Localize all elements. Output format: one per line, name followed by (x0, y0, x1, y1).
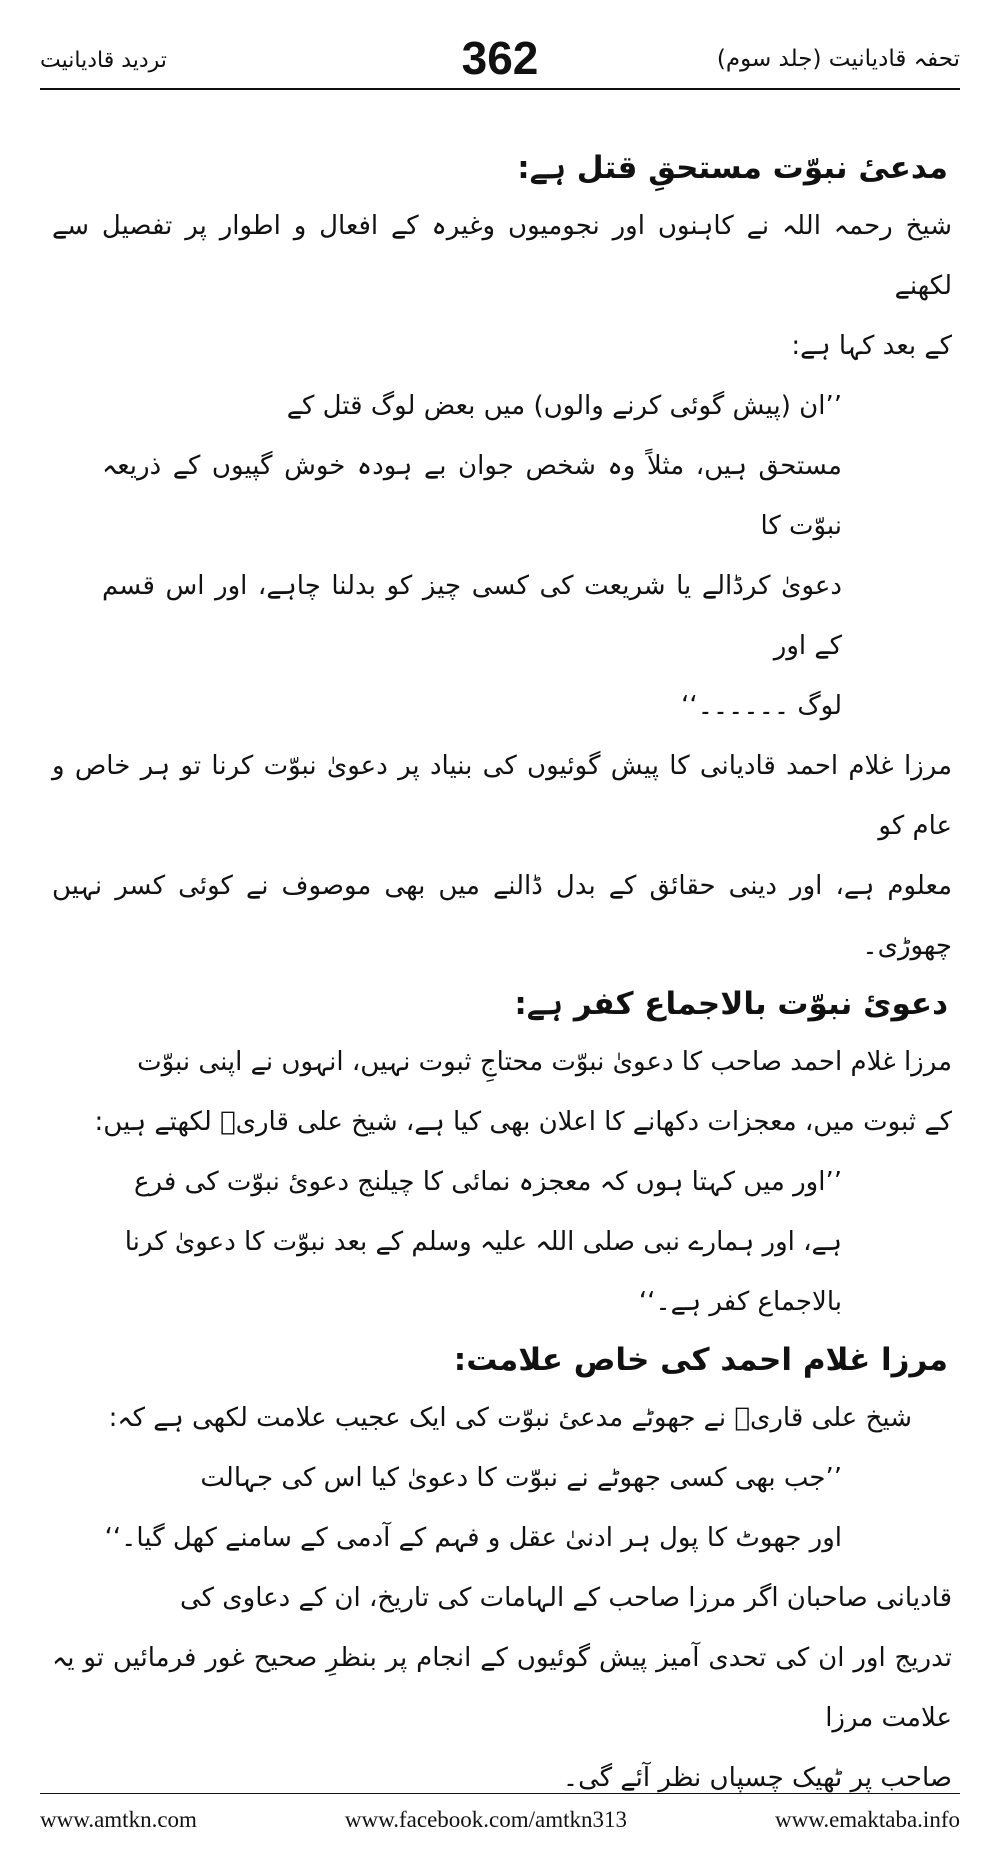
paragraph-line: معلوم ہے، اور دینی حقائق کے بدل ڈالنے میں بھی موصوف نے کوئی کسر نہیں چھوڑی۔ (52, 871, 952, 961)
paragraph-line: مرزا غلام احمد صاحب کا دعویٰ نبوّت محتاجِ ثبوت نہیں، انہوں نے اپنی نبوّت (137, 1047, 952, 1077)
quote-line: ’’ان (پیش گوئی کرنے والوں) میں بعض لوگ قتل کے (286, 391, 842, 421)
page-footer (40, 1800, 960, 1840)
footer-link-facebook[interactable]: www.facebook.com/amtkn313 (344, 1807, 628, 1832)
paragraph-line: کے ثبوت میں، معجزات دکھانے کا اعلان بھی کیا ہے، شیخ علی قاریؒ لکھتے ہیں: (94, 1107, 952, 1137)
quote-line: دعویٰ کرڈالے یا شریعت کی کسی چیز کو بدلنا چاہے، اور اس قسم کے اور (102, 571, 842, 661)
paragraph-5 (52, 1568, 952, 1808)
header-divider (40, 88, 960, 90)
paragraph-line: صاحب پر ٹھیک چسپاں نظر آئے گی۔ (562, 1763, 952, 1793)
quote-line: مستحق ہیں، مثلاً وہ شخص جوان بے ہودہ خوش گپیوں کے ذریعہ نبوّت کا (102, 451, 842, 541)
page-header (40, 30, 960, 88)
paragraph-line: کے بعد کہا ہے: (791, 331, 952, 361)
page-number: 362 (461, 32, 539, 84)
heading-claimant-deserves-death: مدعیٔ نبوّت مستحقِ قتل ہے: (517, 150, 948, 186)
quote-line: لوگ ۔۔۔۔۔۔‘‘ (681, 691, 842, 721)
quote-line: ’’اور میں کہتا ہوں کہ معجزہ نمائی کا چیلنج دعویٔ نبوّت کی فرع (134, 1167, 842, 1197)
heading-claim-is-disbelief: دعویٔ نبوّت بالاجماع کفر ہے: (514, 986, 948, 1022)
heading-special-sign: مرزا غلام احمد کی خاص علامت: (453, 1342, 948, 1378)
footer-link-amtkn[interactable]: www.amtkn.com (40, 1807, 197, 1832)
quote-line: ہے، اور ہمارے نبی صلی اللہ علیہ وسلم کے بعد نبوّت کا دعویٰ کرنا (124, 1227, 842, 1257)
section-title: تردید قادیانیت (40, 48, 167, 73)
quote-line: اور جھوٹ کا پول ہر ادنیٰ عقل و فہم کے آدمی کے سامنے کھل گیا۔‘‘ (104, 1523, 842, 1553)
paragraph-2 (52, 736, 952, 976)
paragraph-4 (52, 1388, 952, 1448)
paragraph-line: مرزا غلام احمد قادیانی کا پیش گوئیوں کی بنیاد پر دعویٰ نبوّت کرنا تو ہر خاص و عام کو (52, 751, 952, 841)
quote-line: بالاجماع کفر ہے۔‘‘ (638, 1287, 842, 1317)
paragraph-line: قادیانی صاحبان اگر مرزا صاحب کے الہامات کی تاریخ، ان کے دعاوی کی (179, 1583, 952, 1613)
footer-link-emaktaba[interactable]: www.emaktaba.info (774, 1807, 960, 1832)
quote-line: ’’جب بھی کسی جھوٹے نے نبوّت کا دعویٰ کیا اس کی جہالت (200, 1463, 842, 1493)
page-body (52, 140, 952, 1808)
quote-2 (52, 1152, 952, 1332)
quote-3 (52, 1448, 952, 1568)
book-title: تحفہ قادیانیت (جلد سوم) (716, 46, 960, 72)
paragraph-1 (52, 196, 952, 376)
paragraph-line: شیخ علی قاریؒ نے جھوٹے مدعیٔ نبوّت کی ایک عجیب علامت لکھی ہے کہ: (108, 1403, 912, 1433)
quote-1 (52, 376, 952, 736)
paragraph-line: تدریج اور ان کی تحدی آمیز پیش گوئیوں کے انجام پر بنظرِ صحیح غور فرمائیں تو یہ علامت مرزا (52, 1643, 952, 1733)
footer-divider (40, 1793, 960, 1794)
paragraph-line: شیخ رحمہ اللہ نے کاہنوں اور نجومیوں وغیرہ کے افعال و اطوار پر تفصیل سے لکھنے (52, 211, 952, 301)
paragraph-3 (52, 1032, 952, 1152)
